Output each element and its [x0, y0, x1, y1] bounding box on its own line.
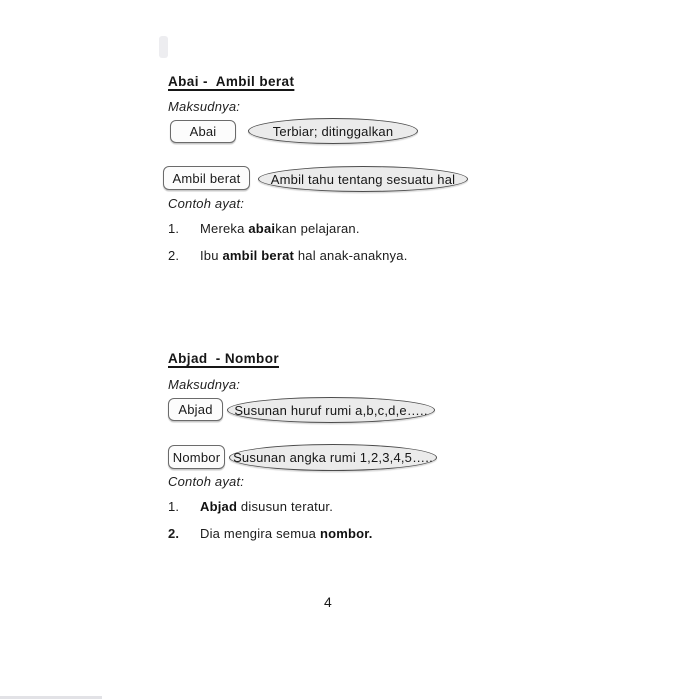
term-label: Abai: [189, 124, 217, 139]
definition-oval: [227, 397, 435, 423]
example-text: Mereka abaikan pelajaran.: [200, 221, 360, 236]
definition-oval: [258, 166, 468, 192]
maksudnya-label: Maksudnya:: [168, 377, 241, 392]
definition-label: Terbiar; ditinggalkan: [272, 123, 394, 139]
page-number: 4: [324, 594, 332, 610]
example-number: 1.: [168, 221, 180, 236]
example-number: 2.: [168, 526, 180, 541]
example-text: Abjad disusun teratur.: [200, 499, 334, 514]
example-text: Dia mengira semua nombor.: [200, 526, 373, 541]
definition-label: Susunan huruf rumi a,b,c,d,e…..: [234, 402, 428, 418]
section-heading: Abai - Ambil berat: [168, 74, 295, 89]
example-number: 2.: [168, 248, 180, 263]
contoh-label: Contoh ayat:: [168, 474, 245, 489]
term-label: Abjad: [178, 402, 213, 417]
term-box: [163, 166, 250, 190]
term-label: Ambil berat: [172, 170, 241, 186]
contoh-label: Contoh ayat:: [168, 196, 245, 211]
scan-artifact-top: [159, 36, 168, 58]
example-text: Ibu ambil berat hal anak-anaknya.: [200, 248, 408, 263]
definition-oval: [248, 118, 418, 144]
definition-label: Ambil tahu tentang sesuatu hal: [270, 171, 456, 187]
section-heading: Abjad - Nombor: [168, 351, 279, 366]
term-box: [170, 120, 236, 143]
definition-oval: [229, 444, 437, 471]
term-box: [168, 398, 223, 421]
term-label: Nombor: [172, 449, 221, 465]
term-box: [168, 445, 225, 469]
example-number: 1.: [168, 499, 180, 514]
scan-artifact-bottom: [0, 696, 102, 699]
maksudnya-label: Maksudnya:: [168, 99, 241, 114]
definition-label: Susunan angka rumi 1,2,3,4,5…..: [233, 450, 433, 465]
